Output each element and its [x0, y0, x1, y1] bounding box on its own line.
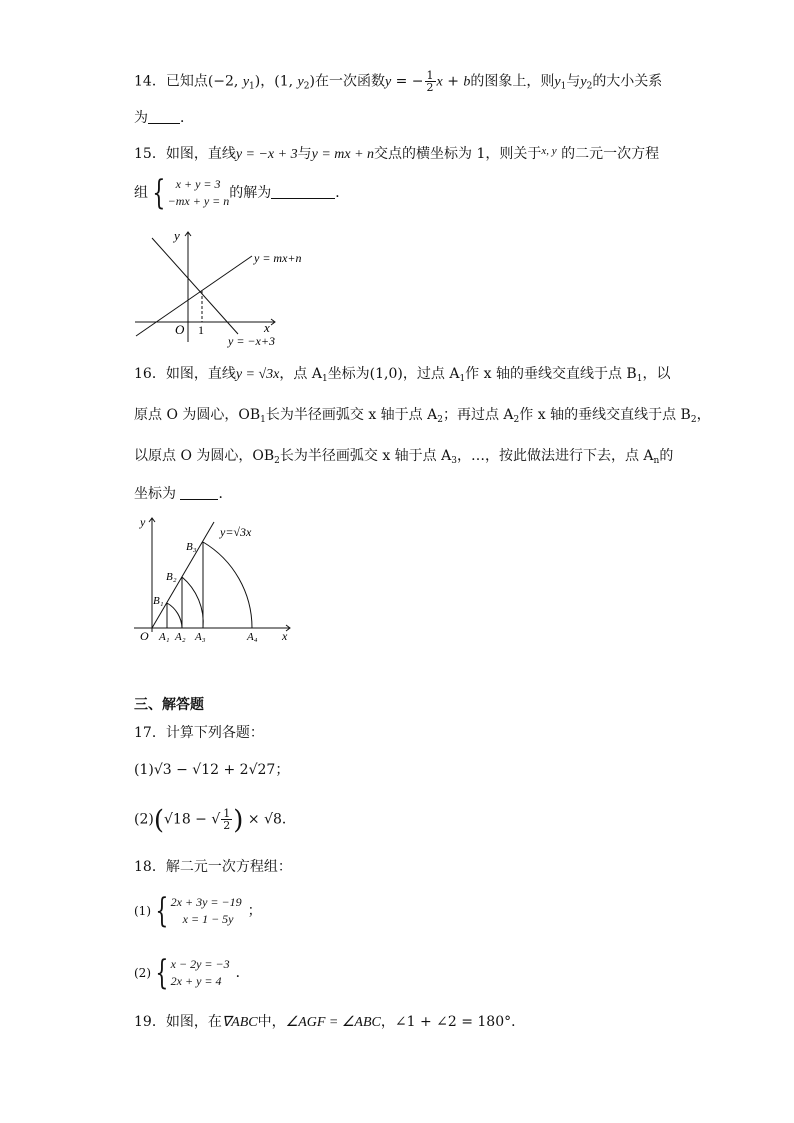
q16-text-g: ；再过点 A: [442, 407, 514, 423]
q16-sub-a1: 1: [321, 374, 328, 384]
q17-p2-expr-b: × √8: [243, 811, 282, 828]
q15-system-eq1: x + y = 3: [175, 177, 221, 191]
q19-sep: ，: [380, 1014, 395, 1030]
q14-line2-text: 为: [134, 110, 148, 126]
q14-eq-y: y: [384, 74, 392, 90]
q15-vars: x, y: [541, 145, 557, 157]
q15-system-eq2: −mx + y = n: [167, 194, 230, 208]
q17-p1-expr: √3 − √12 + 2√27: [153, 762, 276, 778]
q16-x-label: x: [282, 629, 288, 643]
q17-p1-label: (1): [134, 762, 154, 778]
q15-line-eq1: y = −x + 3: [235, 147, 298, 162]
q15-label-mxn: y = mx+n: [254, 251, 302, 265]
q16-line-sqrt3: [152, 522, 214, 628]
q16-arc-1: [167, 603, 182, 628]
q17-part2: (2)(√18 − √ $\frac{1}{2}$ ) × √8．: [134, 805, 296, 836]
q19-text-b: 中，: [257, 1014, 286, 1030]
q15-line-neg: [152, 238, 238, 334]
q18-p2-eq2: 2x + y = 4: [170, 974, 222, 988]
q14-line2-end: ．: [180, 110, 194, 126]
q19-triangle: ∇ABC: [221, 1015, 258, 1030]
q16-origin-label: O: [140, 629, 149, 643]
q14-frac-den: 2: [426, 81, 434, 94]
q18-p1-label: (1): [134, 904, 151, 918]
q18-p2-eq1: x − 2y = −3: [170, 957, 230, 971]
q18-p2-system: { x − 2y = −3 2x + y = 4: [155, 953, 230, 993]
q14-fraction: [425, 70, 436, 93]
q16-sub-b1: 1: [636, 374, 643, 384]
q16-line4-end: ．: [218, 486, 233, 502]
q17-p2-label: (2): [134, 811, 154, 828]
q18-part1: [134, 891, 262, 931]
q17-p2-frac-num: 1: [223, 807, 231, 820]
q18-part2: [134, 953, 250, 993]
q16-line4: [134, 484, 232, 504]
q15-and: 与: [297, 146, 312, 162]
q14-cmp-y1: y: [554, 74, 561, 90]
q18-p2-label: (2): [134, 966, 151, 980]
q14-line1: 14．已知点(−2, $y_1$)，(1, $y_2$)在一次函数y = − $\frac{1}{2}$ x + b的图象上，则$y_1$与$y_2$的大小关系: [134, 69, 663, 94]
q16-text-d: ，以: [642, 366, 671, 382]
q16-line2: [134, 405, 711, 430]
q16-line3: [134, 446, 673, 471]
q17-p2-frac-den: 2: [223, 819, 231, 832]
q16-text-f: 长为半径画弧交 x 轴于点 A: [265, 407, 438, 423]
q17-p1-end: ；: [275, 762, 290, 778]
q16-label-a2: A₂: [175, 631, 186, 643]
q16-text-l: ，…，按此做法进行下去，点 A: [456, 448, 654, 464]
q15-group-word: 组: [134, 185, 148, 201]
q16-label-b3: B₃: [186, 541, 197, 553]
q16-y-label: y: [140, 515, 146, 529]
q16-label-a3: A₃: [195, 631, 206, 643]
q19-end: ．: [511, 1014, 526, 1030]
q15-tail2: 的二元一次方程: [556, 146, 660, 162]
q14-point1-close: )，: [254, 73, 275, 90]
q16-label-a1: A₁: [159, 631, 170, 643]
q14-y2: y: [297, 74, 304, 90]
q16-text-j: 以原点 O 为圆心，OB: [134, 448, 275, 464]
q15-line2: [134, 173, 350, 213]
q17-p2-end: ．: [281, 811, 296, 828]
q16-sub-ob1: 1: [260, 415, 266, 425]
q17-p2-fraction: [221, 808, 232, 831]
q16-sub-b2: 2: [690, 415, 697, 425]
section-heading: 三、解答题: [134, 697, 204, 713]
q15-figure: [130, 226, 302, 348]
q16-text-i: ，: [696, 407, 711, 423]
q16-line1: [134, 364, 670, 389]
q16-sub-an: n: [653, 456, 660, 466]
q16-arc-3: [203, 542, 252, 628]
q16-text-e: 原点 O 为圆心，OB: [134, 407, 261, 423]
q15-system: { x + y = 3 −mx + y = n: [152, 173, 230, 213]
q14-answer-blank[interactable]: [148, 109, 180, 124]
q15-solution-word: 的解为: [229, 185, 272, 201]
q16-arc-2: [182, 577, 203, 628]
q16-text-k: 长为半径画弧交 x 轴于点 A: [279, 448, 452, 464]
q16-sub-a3: 3: [451, 456, 457, 466]
q19-number: 19．如图，在: [134, 1014, 222, 1030]
q14-eq-x: x: [436, 74, 443, 90]
q18-title: 18．解二元一次方程组：: [134, 859, 292, 875]
q14-point2-open: (1,: [274, 73, 298, 90]
q15-answer-blank[interactable]: [271, 184, 335, 199]
q14-point1-open: (−2,: [207, 73, 243, 90]
q15-label-neg: y = −x+3: [228, 334, 275, 348]
q16-text-b: 坐标为(1,0)，过点 A: [327, 366, 460, 382]
q16-text-c: 作 x 轴的垂线交直线于点 B: [465, 366, 637, 382]
q14-y1: y: [242, 74, 250, 90]
q16-sub-ob2: 2: [274, 456, 280, 466]
q14-number: 14．已知点: [134, 73, 208, 90]
q14-cmp-and: 与: [566, 73, 581, 90]
q19-line: [134, 1012, 525, 1033]
q16-sub-a1b: 1: [459, 374, 466, 384]
q16-figure: [132, 512, 298, 648]
q17-part1: [134, 760, 289, 780]
q15-line2-end: ．: [335, 185, 350, 201]
q16-text-h: 作 x 轴的垂线交直线于点 B: [519, 407, 691, 423]
q16-line-eq: y = √3x: [235, 367, 280, 382]
q15-tail: 交点的横坐标为 1，则关于: [374, 146, 542, 162]
q16-text-a: ，点 A: [279, 366, 322, 382]
q16-text-m: 的: [659, 448, 674, 464]
q14-eq-b: b: [463, 74, 471, 90]
q16-label-a4: A₄: [247, 631, 258, 643]
q17-p2-expr-a: √18 −: [164, 811, 212, 828]
q16-answer-blank[interactable]: [180, 485, 218, 500]
q14-cmp-y2: y: [580, 74, 587, 90]
q15-line-mxn: [136, 256, 252, 336]
q17-title: 17．计算下列各题：: [134, 725, 264, 741]
q16-coord-word: 坐标为: [134, 486, 176, 502]
q14-eq-minus: = −: [391, 73, 424, 90]
q14-eq-plus: +: [442, 73, 464, 90]
q15-number: 15．如图，直线: [134, 146, 236, 162]
q18-p1-system: { 2x + 3y = −19 x = 1 − 5y: [155, 891, 242, 931]
q15-x-label: x: [264, 320, 270, 335]
q18-p1-eq1: 2x + 3y = −19: [170, 895, 242, 909]
q14-point2-close: )在一次函数: [309, 73, 385, 90]
q15-line-eq2: y = mx + n: [311, 147, 375, 162]
q15-line1: [134, 141, 659, 165]
q14-frac-num: 1: [426, 69, 434, 82]
q16-label-b1: B₁: [153, 595, 164, 607]
q19-condition1: ∠AGF = ∠ABC: [285, 1015, 381, 1030]
q18-p1-end: ；: [247, 903, 262, 919]
q15-y-label: y: [174, 228, 180, 243]
q14-tail: 的图象上，则: [470, 73, 555, 90]
q18-p1-eq2: x = 1 − 5y: [182, 912, 234, 926]
q16-line-label: y=√3x: [220, 525, 252, 539]
q16-sub-a2: 2: [437, 415, 443, 425]
q16-sub-a2b: 2: [513, 415, 520, 425]
q15-origin-label: O: [175, 322, 185, 337]
q16-label-b2: B₂: [166, 571, 177, 583]
q16-number: 16．如图，直线: [134, 366, 236, 382]
q14-tail2: 的大小关系: [592, 73, 663, 90]
q19-condition2: ∠1 + ∠2 = 180°: [394, 1014, 512, 1030]
q14-line2: [134, 108, 194, 128]
q15-tick-1: 1: [198, 323, 204, 337]
q18-p2-end: ．: [235, 965, 250, 981]
